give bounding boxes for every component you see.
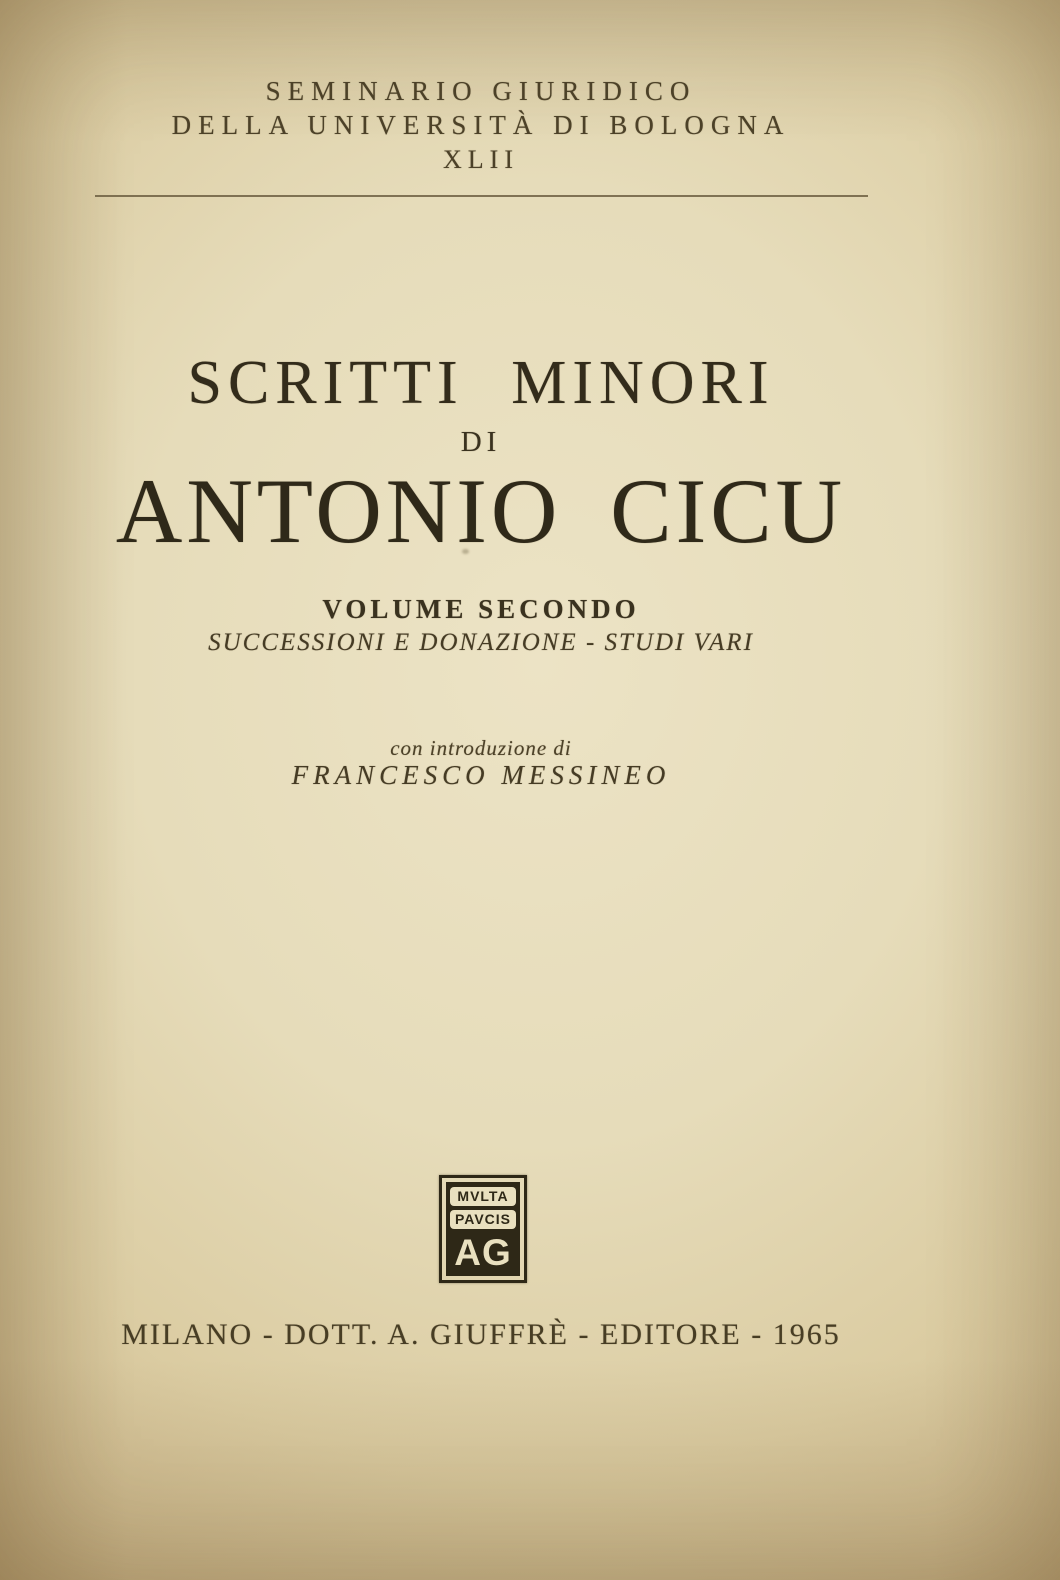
book-title: SCRITTI MINORI xyxy=(187,349,775,417)
logo-motto-line1: MVLTA xyxy=(450,1187,516,1206)
publisher-logo xyxy=(439,1175,527,1283)
logo-initials: AG xyxy=(454,1232,512,1273)
imprint-line: MILANO - DOTT. A. GIUFFRÈ - EDITORE - 1965 xyxy=(121,1318,841,1351)
series-title-line2: DELLA UNIVERSITÀ DI BOLOGNA xyxy=(171,110,791,140)
volume-label: VOLUME SECONDO xyxy=(322,594,640,624)
publisher-logo-panel xyxy=(446,1182,520,1276)
title-connector: DI xyxy=(460,426,502,458)
introduction-prefix: con introduzione di xyxy=(390,736,572,760)
volume-subtitle: SUCCESSIONI E DONAZIONE - STUDI VARI xyxy=(208,629,754,656)
introduction-author: FRANCESCO MESSINEO xyxy=(291,760,671,790)
logo-motto-line2: PAVCIS xyxy=(450,1210,516,1229)
series-volume-number: XLII xyxy=(443,145,519,174)
series-title-line1: SEMINARIO GIURIDICO xyxy=(265,76,697,106)
paper-speck xyxy=(462,549,469,554)
author-name: ANTONIO CICU xyxy=(115,460,847,562)
header-divider-rule xyxy=(95,195,868,197)
